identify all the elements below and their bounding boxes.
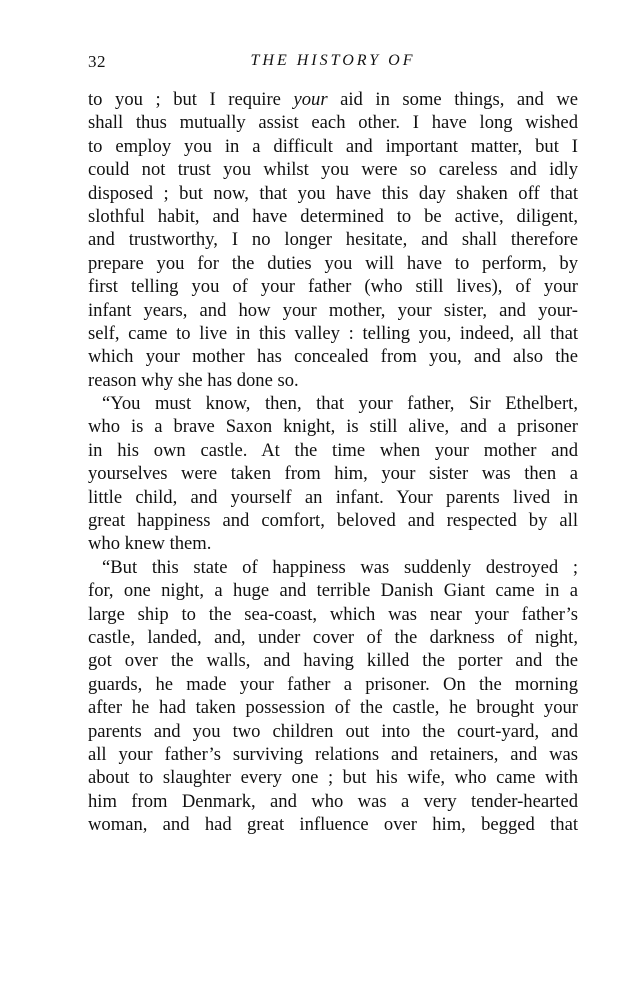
text-run: in his own castle. At the time when your mother and: [88, 439, 578, 461]
text-line: [88, 579, 578, 602]
text-run: got over the walls, and having killed the porter and the: [88, 650, 578, 672]
text-line: [88, 111, 578, 134]
text-line: [88, 88, 578, 111]
text-line: [88, 228, 578, 251]
text-line: [88, 182, 578, 205]
text-run: aid in some things, and we: [327, 89, 578, 110]
text-line: [88, 556, 578, 579]
text-run: “But this state of happiness was suddenly destroyed ;: [102, 556, 578, 578]
text-line: [88, 532, 578, 555]
text-line: [88, 486, 578, 509]
text-line: [88, 299, 578, 322]
text-line: [88, 626, 578, 649]
text-run: infant years, and how your mother, your sister, and your-: [88, 299, 578, 321]
text-run: large ship to the sea-coast, which was near your father’s: [88, 603, 578, 625]
text-run: to employ you in a difficult and important matter, but I: [88, 135, 578, 157]
text-run: parents and you two children out into the court-yard, and: [88, 720, 578, 742]
page-header: [88, 52, 578, 76]
text-line: [88, 509, 578, 532]
text-run: who is a brave Saxon knight, is still alive, and a prisoner: [88, 416, 578, 438]
text-line: [88, 743, 578, 766]
text-line: [88, 415, 578, 438]
text-run: all your father’s surviving relations and retainers, and was: [88, 743, 578, 765]
text-line: [88, 322, 578, 345]
text-line: [88, 696, 578, 719]
text-run: “You must know, then, that your father, Sir Ethelbert,: [102, 393, 578, 415]
italic-word: your: [293, 89, 328, 110]
text-line: [88, 813, 578, 836]
text-run: self, came to live in this valley : telling you, indeed, all that: [88, 322, 578, 344]
text-run: castle, landed, and, under cover of the darkness of night,: [88, 626, 578, 648]
text-line: [88, 766, 578, 789]
text-run: and trustworthy, I no longer hesitate, and shall therefore: [88, 229, 578, 251]
text-run: after he had taken possession of the castle, he brought your: [88, 697, 578, 719]
text-line: [88, 649, 578, 672]
text-run: for, one night, a huge and terrible Danish Giant came in a: [88, 580, 578, 602]
text-run: woman, and had great influence over him, begged that: [88, 814, 578, 836]
text-run: yourselves were taken from him, your sister was then a: [88, 463, 578, 485]
body-text: [88, 88, 578, 837]
text-line: [88, 135, 578, 158]
text-run: shall thus mutually assist each other. I have long wished: [88, 112, 578, 134]
text-line: [88, 369, 578, 392]
running-title: THE HISTORY OF: [250, 52, 416, 69]
text-run: reason why she has done so.: [88, 369, 299, 391]
text-line: [88, 205, 578, 228]
text-line: [88, 603, 578, 626]
text-line: [88, 439, 578, 462]
text-run: could not trust you whilst you were so careless and idly: [88, 159, 578, 181]
text-run: little child, and yourself an infant. Your parents lived in: [88, 486, 578, 508]
text-run: prepare you for the duties you will have to perform, by: [88, 252, 578, 274]
text-run: who knew them.: [88, 533, 212, 555]
text-run: which your mother has concealed from you, and also the: [88, 346, 578, 368]
text-line: [88, 790, 578, 813]
text-line: [88, 673, 578, 696]
text-line: [88, 158, 578, 181]
text-line: [88, 720, 578, 743]
text-line: [88, 392, 578, 415]
text-run: guards, he made your father a prisoner. On the morning: [88, 673, 578, 695]
text-run: great happiness and comfort, beloved and respected by all: [88, 510, 578, 532]
text-run: slothful habit, and have determined to be active, diligent,: [88, 205, 578, 227]
text-run: to you ; but I require: [88, 89, 294, 110]
text-line: [88, 345, 578, 368]
text-line: [88, 462, 578, 485]
text-run: first telling you of your father (who still lives), of your: [88, 276, 578, 298]
page-number: 32: [88, 52, 106, 71]
text-run: about to slaughter every one ; but his wife, who came with: [88, 767, 578, 789]
text-line: [88, 275, 578, 298]
text-run: him from Denmark, and who was a very tender-hearted: [88, 790, 578, 812]
text-run: disposed ; but now, that you have this day shaken off that: [88, 182, 578, 204]
text-line: [88, 252, 578, 275]
